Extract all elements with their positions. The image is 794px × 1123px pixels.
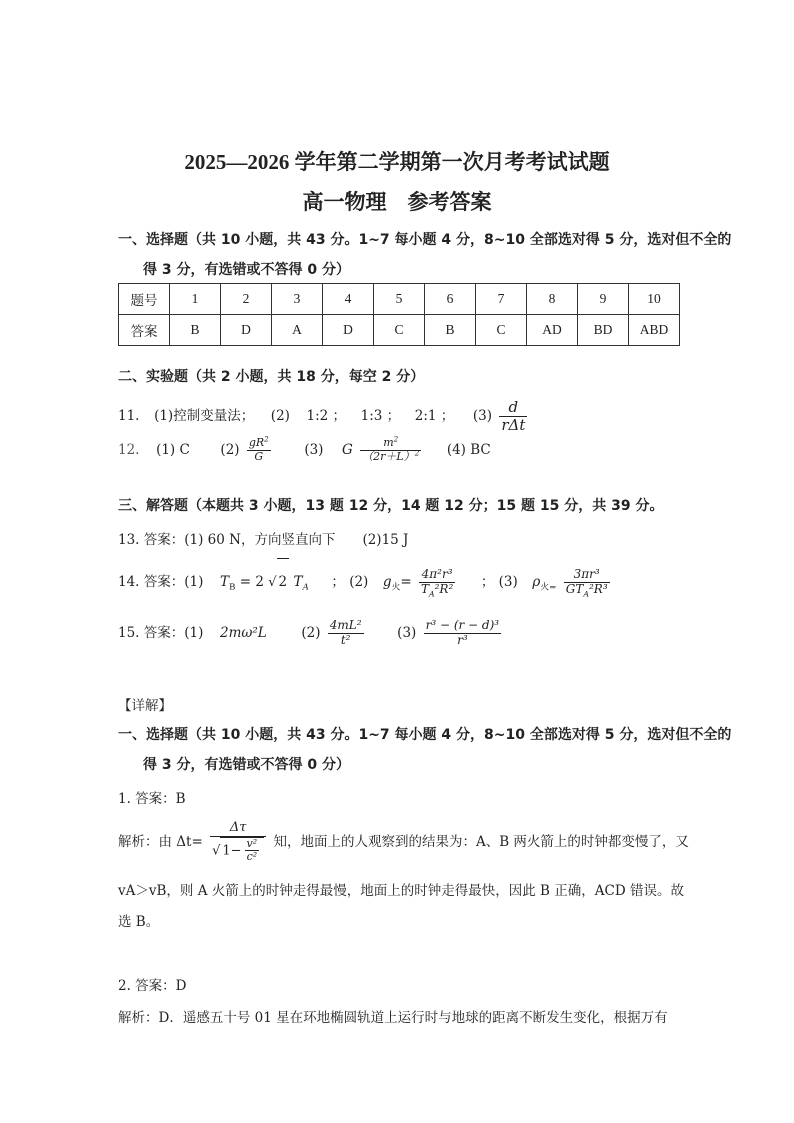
table-cell: BD: [578, 315, 629, 346]
table-cell: D: [221, 315, 272, 346]
q12-part2-label: (2): [220, 442, 240, 458]
q14-a3-den: [564, 583, 610, 597]
sqrt-icon: √: [212, 843, 221, 859]
q11-ratio3: 2:1 ；: [414, 408, 455, 424]
table-row-numbers: [119, 284, 680, 315]
q1-sqrt-body: [220, 837, 264, 864]
q11-frac-num: d: [499, 399, 527, 417]
q14-part3-label: (3): [498, 574, 518, 590]
q14-a2-den-sub: A: [428, 589, 435, 599]
q14-part2-label: (2): [349, 574, 369, 590]
q1-exp-post: 知，地面上的人观察到的结果为：A、B 两火箭上的时钟都变慢了，又: [273, 834, 689, 850]
table-cell: 3: [272, 284, 323, 315]
table-row-label: 答案: [119, 315, 170, 346]
q1-sqrt-den: c²: [246, 850, 258, 864]
q1-explanation-line2: vA＞vB，则 A 火箭上的时钟走得最慢，地面上的时钟走得最快，因此 B 正确，ACD 错误。故: [118, 883, 684, 899]
q14-answer: [118, 558, 613, 604]
table-cell: 8: [527, 284, 578, 315]
q1-inner-fraction: [245, 838, 260, 864]
q11-fraction: [499, 399, 527, 435]
q15-a3-num: r³ − (r − d)³: [425, 618, 500, 633]
q12-f3-num-sup: 2: [393, 434, 399, 444]
table-cell: D: [323, 315, 374, 346]
q12-f2-den: G: [254, 450, 264, 463]
detail-label: 【详解】: [118, 698, 172, 714]
q1-exp-pre: 解析：由 Δt=: [118, 834, 203, 850]
q12-f3-num: [360, 434, 421, 451]
q14-a1-rhs: = 2: [239, 574, 264, 590]
detail-heading-line2: 得 3 分，有选错或不答得 0 分）: [143, 757, 350, 773]
q1-explanation-line1: [118, 812, 689, 872]
page-title: 2025—2026 学年第二学期第一次月考考试试题: [184, 150, 610, 174]
table-cell: A: [272, 315, 323, 346]
q12-f3-den-sup: 2: [414, 448, 420, 458]
q14-a2-den-rest: ²R²: [434, 582, 454, 596]
table-cell: 2: [221, 284, 272, 315]
q12-f3-prefix: G: [342, 442, 353, 458]
q1-explanation-line3: 选 B。: [118, 914, 160, 930]
q15-a2-num: 4mL²: [329, 618, 362, 633]
q15-fraction2: [328, 619, 364, 648]
table-cell: ABD: [629, 315, 680, 346]
q12-f2-num: [247, 434, 271, 451]
q14-a3-den-rest: ²R³: [588, 582, 608, 596]
q14-a2-num: 4π²r³: [419, 568, 455, 583]
q1-frac-den: [210, 837, 266, 864]
q11-part2-label: (2): [270, 408, 290, 424]
q14-a2-lhs: g: [382, 574, 392, 590]
q2-answer: 2. 答案：D: [118, 978, 187, 994]
q15-answer: [118, 610, 504, 656]
q14-fraction2: [419, 568, 455, 597]
q14-a1-lhs-sub: B: [229, 582, 236, 593]
table-cell: 4: [323, 284, 374, 315]
q14-a3-den-sub: A: [583, 589, 589, 599]
q12-f2-num-sup: 2: [264, 434, 269, 444]
q15-label: 15. 答案：(1): [118, 625, 204, 641]
q11-part1: (1)控制变量法；: [154, 408, 255, 424]
answer-table: [118, 283, 680, 346]
q1-fraction: [210, 821, 266, 864]
section2-heading: 二、实验题（共 2 小题，共 18 分，每空 2 分）: [118, 369, 425, 385]
q14-a2-den-text: T: [420, 582, 429, 596]
q11-part3-label: (3): [472, 408, 493, 424]
q15-part3-label: (3): [397, 625, 417, 641]
q12-part3-label: (3): [304, 442, 324, 458]
q14-a1-sqrt: 2: [277, 558, 290, 605]
q12-fraction3: [360, 434, 421, 463]
sqrt-icon: √: [268, 575, 277, 590]
q14-a2-lhs-sub: 火: [391, 582, 401, 593]
table-cell: C: [476, 315, 527, 346]
q14-a3-lhs-sub: 火=: [540, 582, 557, 593]
q1-frac-num: Δτ: [210, 821, 266, 837]
q15-a3-den: r³: [457, 633, 468, 647]
q15-a1: 2mω²L: [219, 625, 267, 641]
q11-ratio1: 1:2 ；: [306, 408, 347, 424]
q14-a2-eq: =: [400, 574, 412, 590]
q11-ratio2: 1:3 ；: [360, 408, 401, 424]
q14-a1-t: T: [293, 574, 303, 590]
section3-heading: 三、解答题（本题共 3 小题，13 题 12 分，14 题 12 分；15 题 15 分，共 39 分。: [118, 498, 664, 514]
q15-part2-label: (2): [301, 625, 321, 641]
q14-a3-den-text: GT: [565, 582, 584, 596]
q12-fraction2: [247, 434, 271, 463]
q2-explanation-line1: 解析：D．遥感五十号 01 星在环地椭圆轨道上运行时与地球的距离不断发生变化，根据万有: [118, 1010, 668, 1026]
q12-part4: (4) BC: [446, 442, 491, 458]
table-cell: C: [374, 315, 425, 346]
q15-a2-den: t²: [340, 633, 351, 647]
q12-number: 12.: [118, 442, 140, 458]
q12-f3-num-text: m: [383, 436, 394, 450]
table-cell: B: [170, 315, 221, 346]
q15-fraction3: [424, 619, 502, 648]
detail-heading-line1: 一、选择题（共 10 小题，共 43 分。1~7 每小题 4 分，8~10 全部选对得 5 分，选对但不全的: [118, 727, 732, 743]
table-cell: 9: [578, 284, 629, 315]
q14-label: 14. 答案：(1): [118, 574, 204, 590]
q14-sep1: ；: [331, 574, 345, 590]
table-cell: 10: [629, 284, 680, 315]
q12-f2-num-text: gR: [248, 436, 265, 450]
q14-sep2: ；: [480, 574, 495, 590]
q14-a1-t-sub: A: [302, 582, 309, 593]
q1-sqrt-pre: 1−: [222, 843, 242, 859]
q12-part1: (1) C: [156, 442, 190, 458]
q11-frac-den: rΔt: [501, 416, 526, 434]
table-cell: 5: [374, 284, 425, 315]
section1-heading-line1: 一、选择题（共 10 小题，共 43 分。1~7 每小题 4 分，8~10 全部选对得 5 分，选对但不全的: [118, 232, 732, 248]
q11-number: 11.: [118, 408, 140, 424]
q14-a3-num: 3πr³: [564, 568, 610, 583]
q1-answer: 1. 答案：B: [118, 791, 186, 807]
q14-fraction3: [564, 568, 610, 597]
table-cell: AD: [527, 315, 578, 346]
table-cell: 6: [425, 284, 476, 315]
q13-answer: 13. 答案：(1) 60 N，方向竖直向下 (2)15 J: [118, 532, 409, 548]
table-cell: B: [425, 315, 476, 346]
q12-answer: [118, 430, 491, 470]
table-row-answers: [119, 315, 680, 346]
q14-a2-den: [419, 583, 455, 597]
q12-f3-den-text: （2r＋L）: [362, 450, 415, 463]
table-row-label: 题号: [119, 284, 170, 315]
section1-heading-line2: 得 3 分，有选错或不答得 0 分）: [143, 262, 350, 278]
table-cell: 1: [170, 284, 221, 315]
q1-sqrt-num: v²: [246, 836, 258, 850]
page-subtitle: 高一物理 参考答案: [302, 190, 492, 214]
q14-a1-lhs: T: [219, 574, 229, 590]
q14-a3-lhs: ρ: [532, 574, 541, 590]
table-cell: 7: [476, 284, 527, 315]
q12-f3-den: [360, 448, 421, 464]
